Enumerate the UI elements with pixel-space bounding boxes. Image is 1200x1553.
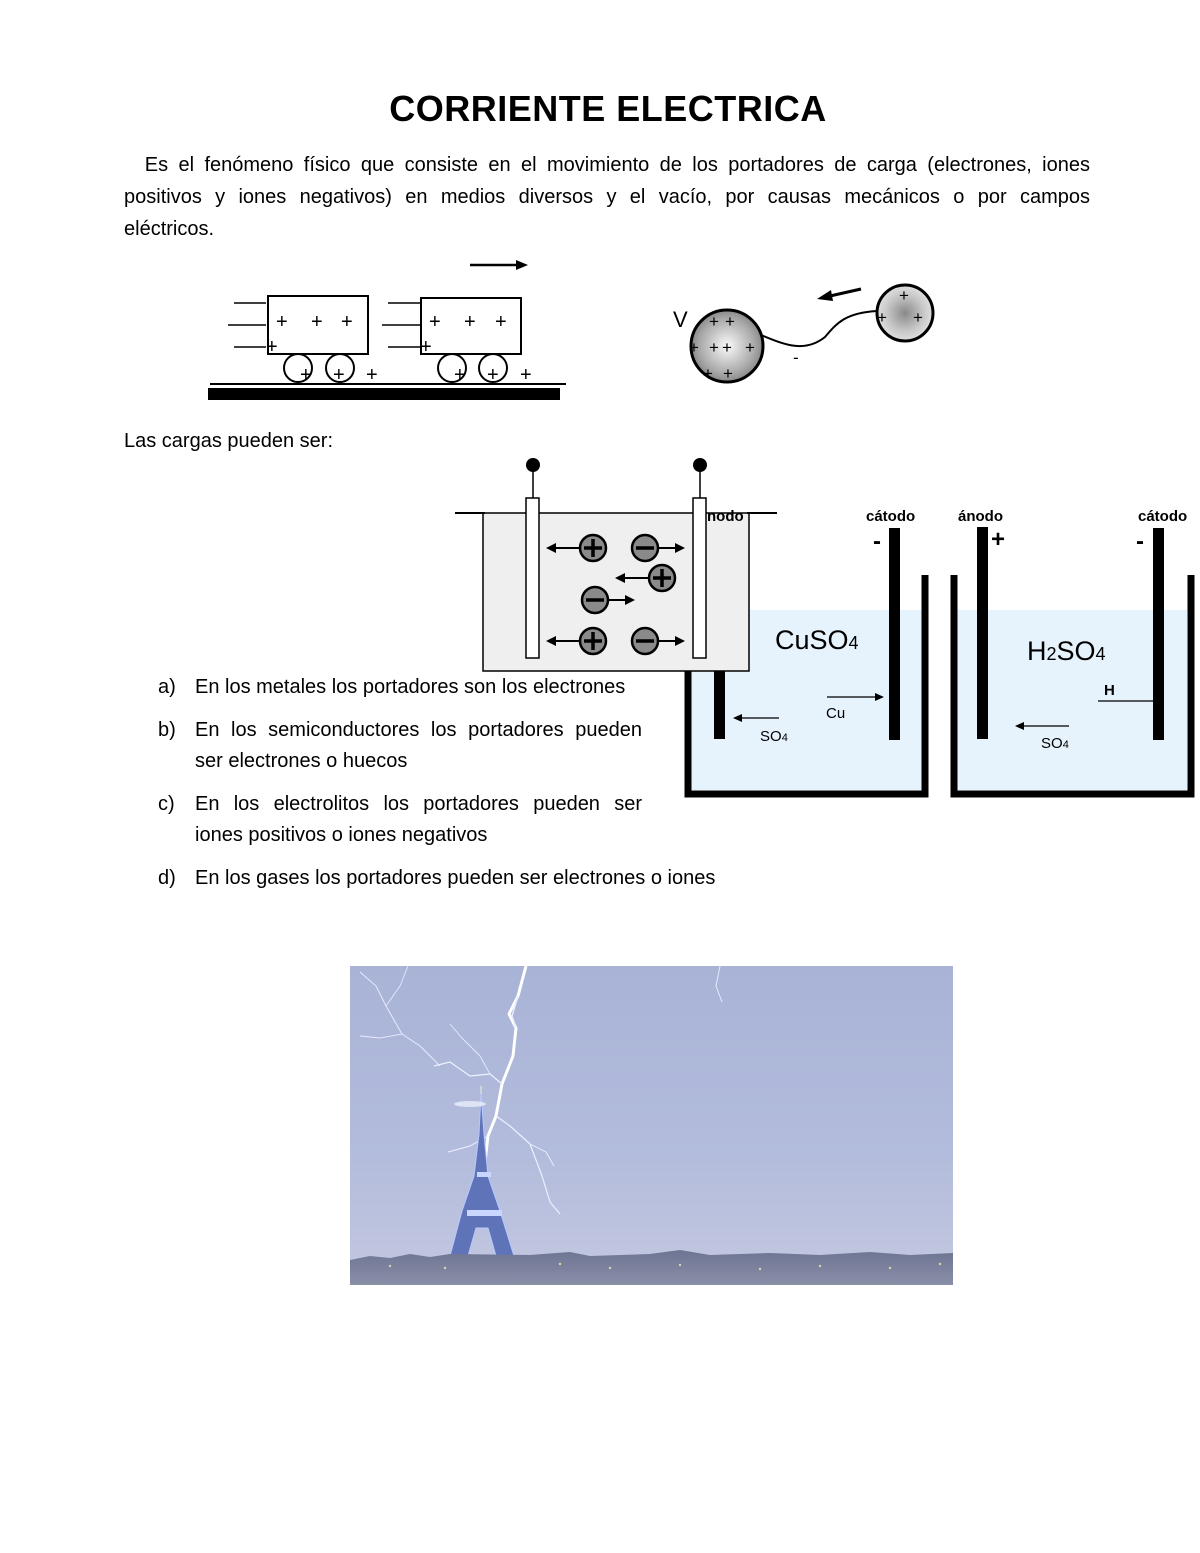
svg-text:+: + bbox=[725, 312, 735, 331]
svg-text:+: + bbox=[366, 364, 378, 386]
svg-text:+: + bbox=[495, 311, 507, 333]
svg-text:+: + bbox=[991, 526, 1006, 553]
svg-text:+: + bbox=[311, 311, 323, 333]
v-label: V bbox=[673, 307, 688, 332]
svg-text:+: + bbox=[689, 338, 699, 357]
svg-text:+: + bbox=[429, 311, 441, 333]
lightning-photo bbox=[350, 966, 953, 1285]
svg-text:+: + bbox=[276, 311, 288, 333]
svg-text:-: - bbox=[793, 348, 799, 367]
svg-text:+: + bbox=[709, 338, 719, 357]
svg-text:+: + bbox=[300, 364, 312, 386]
svg-text:+: + bbox=[420, 336, 432, 358]
svg-text:cátodo: cátodo bbox=[1138, 508, 1188, 525]
svg-text:+: + bbox=[745, 338, 755, 357]
svg-text:+: + bbox=[709, 312, 719, 331]
svg-text:+: + bbox=[703, 364, 713, 383]
cuso4-formula: CuSO4 bbox=[775, 625, 859, 655]
svg-text:+: + bbox=[877, 308, 887, 327]
svg-text:+: + bbox=[913, 308, 923, 327]
svg-text:+: + bbox=[722, 338, 732, 357]
list-item: b) En los semiconductores los portadores pueden ser electrones o huecos bbox=[158, 719, 642, 772]
intro-text: Es el fenómeno físico que consiste en el movimiento de los portadores de carga (electrones, iones positivos y iones negativos) en medios diversos y el vacío, por causas mecánicos o por campos eléctricos. bbox=[124, 154, 1090, 240]
svg-text:+: + bbox=[454, 364, 466, 386]
svg-text:+: + bbox=[899, 286, 909, 305]
so4-label-left: SO4 bbox=[760, 728, 788, 745]
svg-text:nodo: nodo bbox=[707, 508, 744, 525]
ion-cell bbox=[455, 458, 777, 671]
cart-right bbox=[382, 298, 532, 386]
carriers-list bbox=[158, 672, 716, 906]
spheres-figure bbox=[665, 275, 945, 390]
so4-label-right: SO4 bbox=[1041, 735, 1069, 752]
svg-text:+: + bbox=[333, 364, 345, 386]
cart-left bbox=[228, 296, 378, 386]
svg-text:+: + bbox=[341, 311, 353, 333]
svg-text:H: H bbox=[1104, 682, 1115, 699]
ground-bar bbox=[208, 388, 560, 400]
h2so4-formula: H2SO4 bbox=[1027, 636, 1106, 666]
list-item: a) En los metales los portadores son los electrones bbox=[158, 676, 626, 698]
svg-text:+: + bbox=[520, 364, 532, 386]
svg-text:-: - bbox=[1136, 528, 1144, 555]
h2so4-cell bbox=[952, 508, 1191, 794]
svg-text:ánodo: ánodo bbox=[958, 508, 1003, 525]
list-item: c) En los electrolitos los portadores pueden ser iones positivos o iones negativos bbox=[158, 793, 642, 846]
intro-paragraph bbox=[124, 149, 1090, 245]
flow-arrow bbox=[830, 289, 861, 296]
svg-text:cátodo: cátodo bbox=[866, 508, 916, 525]
charges-subheading: Las cargas pueden ser: bbox=[124, 430, 334, 452]
list-item: d) En los gases los portadores pueden ser electrones o iones bbox=[158, 867, 716, 889]
page-title: CORRIENTE ELECTRICA bbox=[389, 88, 827, 129]
svg-text:+: + bbox=[487, 364, 499, 386]
svg-text:+: + bbox=[723, 364, 733, 383]
svg-text:-: - bbox=[873, 528, 881, 555]
svg-text:+: + bbox=[464, 311, 476, 333]
svg-text:+: + bbox=[266, 336, 278, 358]
svg-text:Cu: Cu bbox=[826, 705, 846, 722]
carts-figure bbox=[200, 250, 580, 405]
wire bbox=[761, 311, 877, 346]
